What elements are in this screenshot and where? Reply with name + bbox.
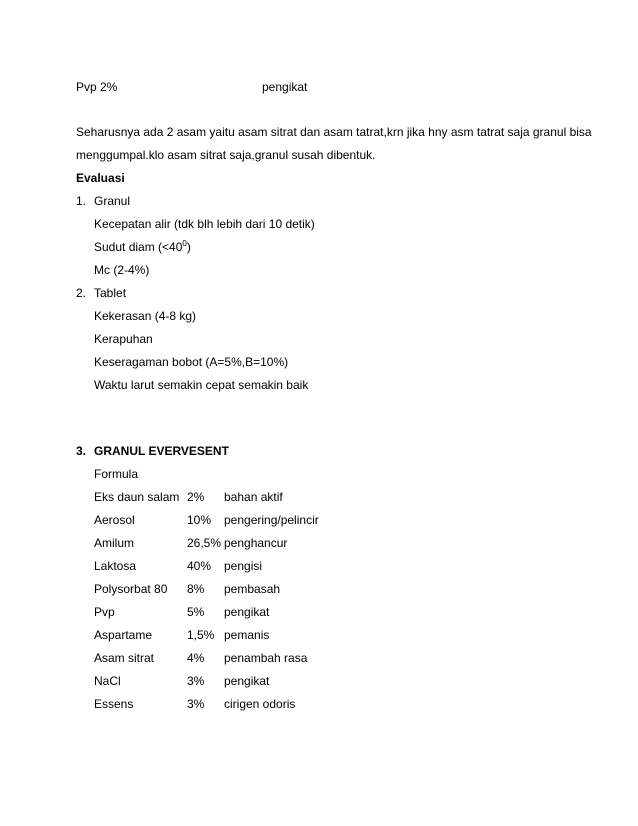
ingredient-percent: 10% xyxy=(187,513,212,527)
ingredient-role: pembasah xyxy=(224,582,281,596)
ingredient-name: Asam sitrat xyxy=(94,651,155,665)
ingredient-name: Essens xyxy=(94,697,134,711)
granul-title: Granul xyxy=(94,194,131,208)
ingredient-role: pemanis xyxy=(224,628,270,642)
table-row xyxy=(94,559,394,573)
ingredient-name: Polysorbat 80 xyxy=(94,582,168,596)
evaluasi-heading: Evaluasi xyxy=(76,171,125,185)
ingredient-role: pengikat xyxy=(224,674,270,688)
tablet-item-3: Keseragaman bobot (A=5%,B=10%) xyxy=(94,355,289,369)
granul-item-3: Mc (2-4%) xyxy=(94,263,150,277)
table-row xyxy=(94,536,394,550)
table-row xyxy=(94,513,394,527)
tablet-item-4: Waktu larut semakin cepat semakin baik xyxy=(94,378,309,392)
formula-label: Formula xyxy=(94,467,139,481)
granul-number: 1. xyxy=(76,194,87,208)
degree-superscript: 0 xyxy=(182,239,187,248)
ingredient-percent: 3% xyxy=(187,697,205,711)
tablet-title: Tablet xyxy=(94,286,127,300)
ingredient-name: Pvp xyxy=(94,605,115,619)
table-row xyxy=(94,651,394,665)
table-row xyxy=(94,697,394,711)
ingredient-role: pengikat xyxy=(224,605,270,619)
ingredient-name: Eks daun salam xyxy=(94,490,180,504)
tablet-item-1: Kekerasan (4-8 kg) xyxy=(94,309,197,323)
top-right-text: pengikat xyxy=(262,80,308,94)
ingredient-role: penambah rasa xyxy=(224,651,308,665)
paragraph-line-2: menggumpal.klo asam sitrat saja,granul susah dibentuk. xyxy=(76,148,376,162)
tablet-item-2: Kerapuhan xyxy=(94,332,153,346)
tablet-number: 2. xyxy=(76,286,87,300)
granul-item-2-close: ) xyxy=(186,240,191,254)
ingredient-name: Aerosol xyxy=(94,513,135,527)
table-row xyxy=(94,674,394,688)
granul-item-1: Kecepatan alir (tdk blh lebih dari 10 detik) xyxy=(94,217,315,231)
ingredient-role: cirigen odoris xyxy=(224,697,296,711)
table-row xyxy=(94,490,394,504)
granul-item-2 xyxy=(94,240,191,254)
ingredient-role: bahan aktif xyxy=(224,490,283,504)
ingredient-percent: 4% xyxy=(187,651,205,665)
ingredient-percent: 3% xyxy=(187,674,205,688)
table-row xyxy=(94,628,394,642)
ingredient-percent: 26,5% xyxy=(187,536,222,550)
ingredient-percent: 5% xyxy=(187,605,205,619)
ingredient-name: Aspartame xyxy=(94,628,153,642)
ingredient-name: Amilum xyxy=(94,536,135,550)
ingredient-role: pengering/pelincir xyxy=(224,513,319,527)
ingredient-percent: 2% xyxy=(187,490,205,504)
ingredient-name: NaCl xyxy=(94,674,121,688)
granul-item-2-text: Sudut diam (<40 xyxy=(94,240,183,254)
section-3-number: 3. xyxy=(76,444,87,458)
top-left-text: Pvp 2% xyxy=(76,80,118,94)
ingredient-percent: 40% xyxy=(187,559,212,573)
table-row xyxy=(94,605,394,619)
ingredient-name: Laktosa xyxy=(94,559,137,573)
ingredient-role: penghancur xyxy=(224,536,288,550)
paragraph-line-1: Seharusnya ada 2 asam yaitu asam sitrat dan asam tatrat,krn jika hny asm tatrat saja granul bisa xyxy=(76,125,592,139)
ingredient-percent: 8% xyxy=(187,582,205,596)
section-3-title: GRANUL EVERVESENT xyxy=(94,444,229,458)
ingredient-percent: 1,5% xyxy=(187,628,215,642)
table-row xyxy=(94,582,394,596)
ingredient-role: pengisi xyxy=(224,559,263,573)
